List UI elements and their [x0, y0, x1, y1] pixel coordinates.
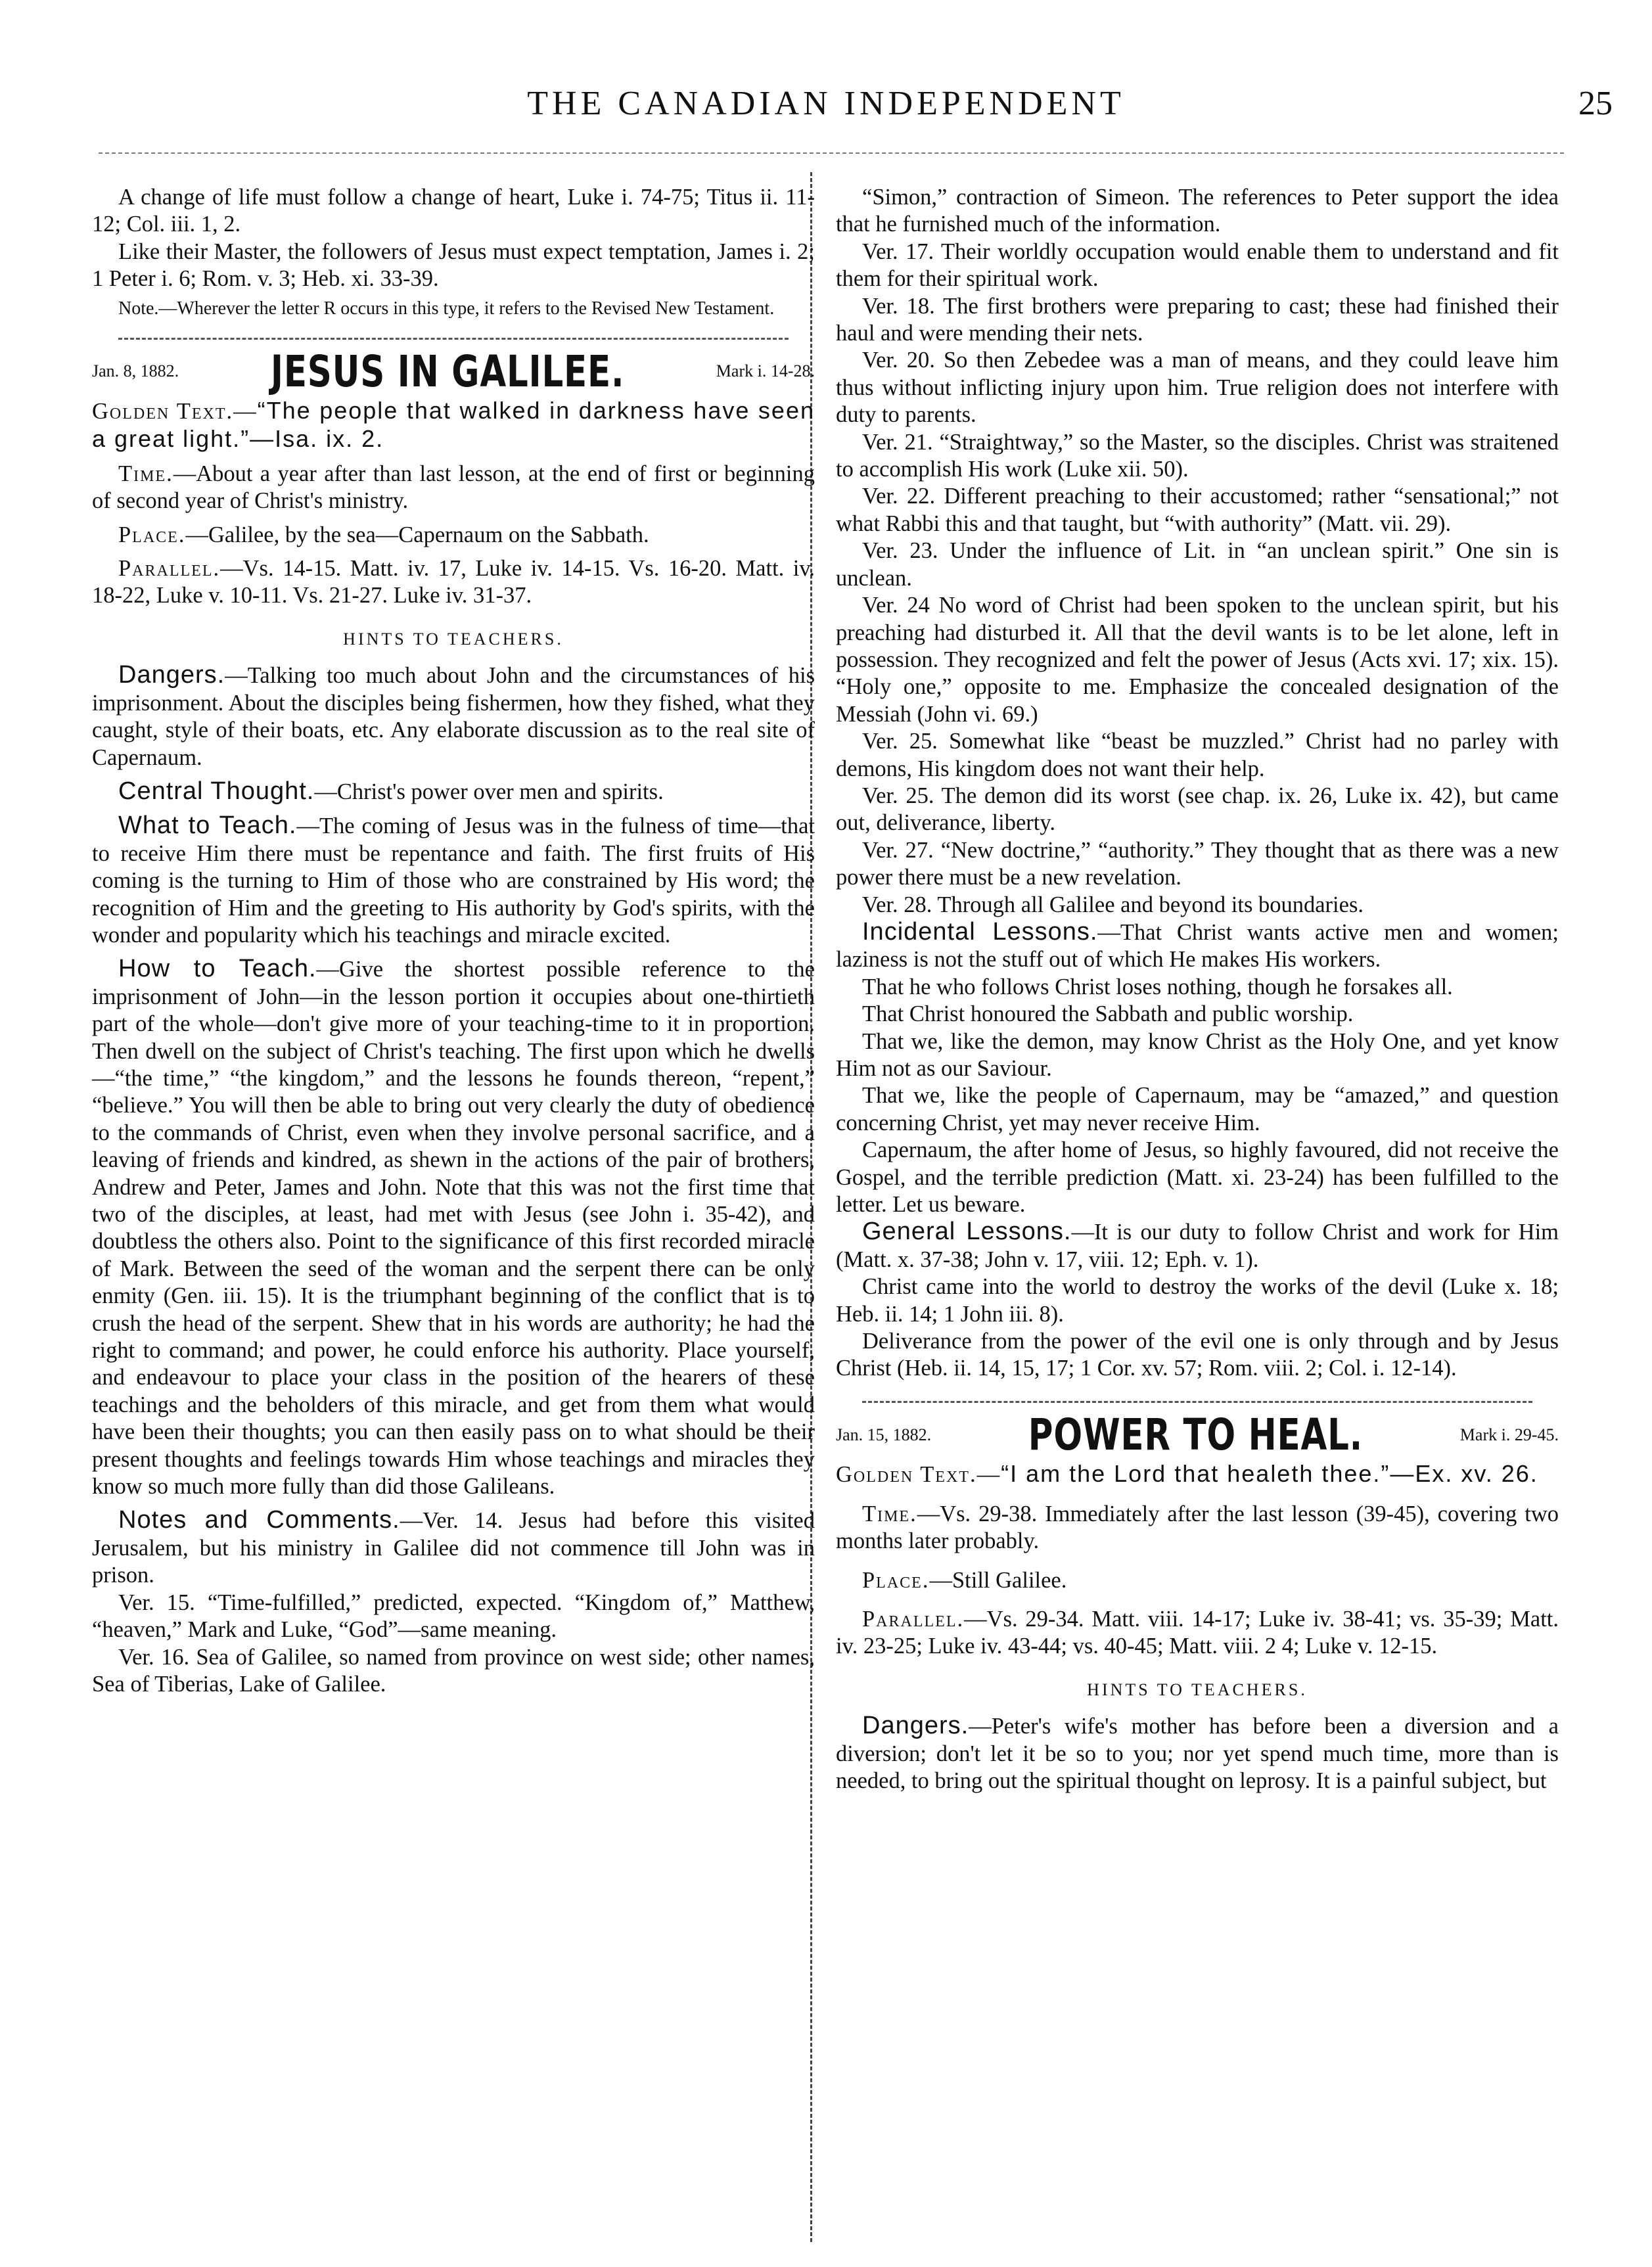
golden-text-label: Golden Text.— [836, 1462, 1001, 1488]
general-lessons-text: —It is our duty to follow Christ and work for Him (Matt. x. 37-38; John v. 17, viii. 12; Eph. v. 1). [836, 1220, 1559, 1272]
central-thought-paragraph [92, 778, 815, 806]
parallel-text: —Vs. 29-34. Matt. viii. 14-17; Luke iv. 38-41; vs. 35-39; Matt. iv. 23-25; Luke iv. 43-44; vs. 40-45; Matt. viii. 2 4; Luke v. 12-15. [836, 1606, 1559, 1659]
parallel-text: —Vs. 14-15. Matt. iv. 17, Luke iv. 14-15. Vs. 16-20. Matt. iv. 18-22, Luke v. 10-11. Vs. 21-27. Luke iv. 31-37. [92, 556, 815, 608]
section-rule [862, 1401, 1532, 1403]
time-label: Time. [862, 1501, 917, 1526]
incidental-lesson: That Christ honoured the Sabbath and public worship. [862, 1001, 1354, 1027]
lesson-heading [92, 346, 815, 397]
lesson-parallel [92, 555, 815, 610]
lesson-time [836, 1501, 1559, 1555]
lesson-title: JESUS IN GALILEE. [270, 346, 625, 397]
what-to-teach-text: —The coming of Jesus was in the fulness of time—that to receive Him there must be repentance and faith. The first fruits of His coming is the turning to Him of those who are constrained by His word; the recognition of Him and the greeting to His authority by God's spirits, with the wonder and popularity which his teachings and miracle excited. [92, 813, 815, 948]
golden-text-quote: “The people that walked in darkness have seen a great light.”—Isa. ix. 2. [92, 397, 815, 453]
verse-15-note: Ver. 15. “Time-fulfilled,” predicted, expected. “Kingdom of,” Matthew, “heaven,” Mark and Luke, “God”—same meaning. [92, 1590, 815, 1643]
page-number: 25 [1578, 85, 1613, 122]
central-thought-label: Central Thought. [118, 777, 315, 805]
how-to-teach-paragraph [92, 955, 815, 1500]
lesson-reference: Mark i. 14-28. [716, 361, 815, 381]
notes-text: —Ver. 14. Jesus had before this visited Jerusalem, but his ministry in Galilee did not commence till John was in prison. [92, 1508, 815, 1588]
time-text: —About a year after than last lesson, at the end of first or beginning of second year of Christ's ministry. [92, 461, 815, 514]
right-column [836, 184, 1559, 1795]
lesson-heading [836, 1409, 1559, 1460]
how-to-teach-label: How to Teach. [118, 955, 317, 983]
verse-note: Ver. 20. So then Zebedee was a man of means, and they could leave him thus without inflicting injury upon him. True religion does not interfere with duty to parents. [836, 348, 1559, 428]
parallel-label: Parallel. [118, 556, 221, 582]
incidental-lessons-text: —That Christ wants active men and women; laziness is not the stuff out of which He makes His workers. [836, 919, 1559, 973]
lesson-date: Jan. 8, 1882. [92, 361, 179, 381]
intro-paragraph-1: A change of life must follow a change of heart, Luke i. 74-75; Titus ii. 11-12; Col. iii. 1, 2. [92, 185, 815, 237]
verse-16-note: Ver. 16. Sea of Galilee, so named from province on west side; other names, Sea of Tiberias, Lake of Galilee. [92, 1644, 815, 1697]
verse-note: Ver. 28. Through all Galilee and beyond its boundaries. [862, 892, 1364, 917]
golden-text-label: Golden Text.— [92, 399, 258, 424]
lesson-parallel [836, 1606, 1559, 1660]
left-column [92, 184, 815, 1698]
lesson-reference: Mark i. 29-45. [1459, 1425, 1559, 1444]
lesson-time [92, 461, 815, 515]
verse-note: Ver. 22. Different preaching to their accustomed; rather “sensational;” not what Rabbi this and that taught, but “with authority” (Matt. vii. 29). [836, 484, 1559, 536]
hints-heading: HINTS TO TEACHERS. [1087, 1680, 1308, 1699]
verse-note: Ver. 25. Somewhat like “beast be muzzled.” Christ had no parley with demons, His kingdom does not want their help. [836, 729, 1559, 781]
incidental-lessons-label: Incidental Lessons. [862, 917, 1098, 946]
dangers-label: Dangers. [862, 1712, 969, 1740]
golden-text [92, 397, 815, 454]
header-rule [99, 152, 1564, 154]
dangers-text: —Talking too much about John and the circumstances of his imprisonment. About the disciples being fishermen, how they fished, what they caught, style of their boats, etc. Any elaborate discussion as to the real site of Capernaum. [92, 663, 815, 770]
verse-note: Ver. 18. The first brothers were preparing to cast; these had finished their haul and were mending their nets. [836, 293, 1559, 346]
revised-note: Note.—Wherever the letter R occurs in this type, it refers to the Revised New Testament. [118, 298, 775, 319]
place-text: —Galilee, by the sea—Capernaum on the Sabbath. [185, 522, 649, 547]
place-label: Place. [118, 522, 186, 547]
notes-label: Notes and Comments. [118, 1506, 400, 1534]
verse-note: Ver. 21. “Straightway,” so the Master, so the disciples. Christ was straitened to accomplish His work (Luke xii. 50). [836, 429, 1559, 482]
lesson-title: POWER TO HEAL. [1028, 1409, 1364, 1460]
place-text: —Still Galilee. [929, 1567, 1067, 1593]
general-lessons-paragraph [836, 1218, 1559, 1273]
general-lesson: Deliverance from the power of the evil one is only through and by Jesus Christ (Heb. ii. 14, 15, 17; 1 Cor. xv. 57; Rom. viii. 2; Col. i. 12-14). [836, 1329, 1559, 1381]
dangers-paragraph [92, 662, 815, 771]
dangers-label: Dangers. [118, 661, 225, 689]
intro-paragraph-2: Like their Master, the followers of Jesus must expect temptation, James i. 2; 1 Peter i. 6; Rom. v. 3; Heb. xi. 33-39. [92, 239, 815, 292]
verse-note: Ver. 27. “New doctrine,” “authority.” They thought that as there was a new power there must be a new revelation. [836, 837, 1559, 890]
central-thought-text: —Christ's power over men and spirits. [314, 779, 664, 804]
what-to-teach-label: What to Teach. [118, 812, 297, 840]
lesson-place [836, 1567, 1559, 1594]
incidental-lessons-paragraph [836, 919, 1559, 974]
place-label: Place. [862, 1567, 930, 1593]
parallel-label: Parallel. [862, 1606, 965, 1632]
time-label: Time. [118, 461, 173, 486]
golden-text [836, 1460, 1559, 1488]
time-text: —Vs. 29-38. Immediately after the last lesson (39-45), covering two months later probably. [836, 1501, 1559, 1554]
golden-text-quote: “I am the Lord that healeth thee.”—Ex. xv. 26. [1001, 1460, 1538, 1488]
how-to-teach-text: —Give the shortest possible reference to the imprisonment of John—in the lesson portion it occupies about one-thirtieth part of the whole—don't give more of your teaching-time to it in proportion. Then dwell on the subject of Christ's teaching. The first upon which he dwells—“the time,” “the kingdom,” and the lessons he founds thereon, “repent,” “believe.” You will then be able to bring out very clearly the duty of obedience to the commands of Christ, even when they involve personal sacrifice, and a leaving of friends and kindred, as shewn in the actions of the pair of brothers, Andrew and Peter, James and John. Note that this was not the first time that two of the disciples, at least, had met with Jesus (see John i. 35-42), and doubtless the others also. Point to the significance of this first recorded miracle of Mark. Between the seed of the woman and the serpent there can be only enmity (Gen. iii. 15). It is the triumphant beginning of the conflict that is to crush the head of the serpent. Shew that in his words are authority; he had the right to command; and power, he could enforce his authority. Place yourself, and endeavour to place your class in the position of the hearers of these teachings and the beholders of this miracle, and get from them what would have been their thoughts; you can then easily pass on to what should be their present thoughts and feelings towards Him whose teachings and miracles they know so much more fully than did those Galileans. [92, 957, 815, 1500]
journal-title: THE CANADIAN INDEPENDENT [527, 85, 1125, 122]
notes-paragraph [92, 1507, 815, 1589]
hints-heading: HINTS TO TEACHERS. [343, 629, 564, 649]
verse-note: Ver. 25. The demon did its worst (see chap. ix. 26, Luke ix. 42), but came out, deliverance, liberty. [836, 783, 1559, 836]
lesson-date: Jan. 15, 1882. [836, 1425, 932, 1444]
what-to-teach-paragraph [92, 812, 815, 949]
section-rule [118, 338, 789, 340]
general-lesson: Christ came into the world to destroy the works of the devil (Luke x. 18; Heb. ii. 14; 1 John iii. 8). [836, 1274, 1559, 1327]
general-lessons-label: General Lessons. [862, 1218, 1072, 1246]
dangers-paragraph [836, 1712, 1559, 1795]
incidental-lesson: That he who follows Christ loses nothing, though he forsakes all. [862, 974, 1453, 999]
verse-note: Ver. 24 No word of Christ had been spoken to the unclean spirit, but his preaching had disturbed it. All that the devil wants is to be let alone, left in possession. They recognized and felt the power of Jesus (Acts xvi. 17; xix. 15). “Holy one,” opposite to me. Emphasize the concealed designation of the Messiah (John vi. 69.) [836, 593, 1559, 727]
lesson-place [92, 522, 815, 549]
verse-note: “Simon,” contraction of Simeon. The references to Peter support the idea that he furnished much of the information. [836, 185, 1559, 237]
incidental-lesson: That we, like the people of Capernaum, may be “amazed,” and question concerning Christ, yet may never receive Him. [836, 1083, 1559, 1135]
dangers-text: —Peter's wife's mother has before been a diversion and a diversion; don't let it be so to you; nor yet spend much time, more than is needed, to bring out the spiritual thought on leprosy. It is a painful subject, but [836, 1714, 1559, 1793]
incidental-lesson: That we, like the demon, may know Christ as the Holy One, and yet know Him not as our Saviour. [836, 1028, 1559, 1081]
verse-note: Ver. 23. Under the influence of Lit. in “an unclean spirit.” One sin is unclean. [836, 538, 1559, 591]
incidental-lesson: Capernaum, the after home of Jesus, so highly favoured, did not receive the Gospel, and the terrible prediction (Matt. xi. 23-24) has been fulfilled to the letter. Let us beware. [836, 1137, 1559, 1218]
verse-note: Ver. 17. Their worldly occupation would enable them to understand and fit them for their spiritual work. [836, 239, 1559, 292]
